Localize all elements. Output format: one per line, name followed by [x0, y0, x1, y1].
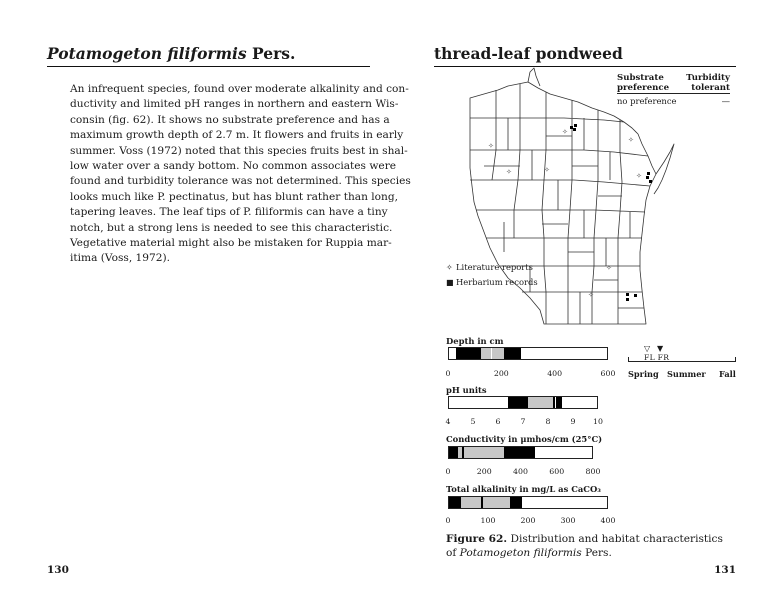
conductivity-range-segment: [449, 447, 458, 458]
page-number-left: 130: [47, 564, 69, 576]
alkalinity-axis: [445, 516, 616, 526]
county-lines: [470, 84, 650, 324]
season-summer: Summer: [667, 369, 706, 379]
alkalinity-tick: 400: [600, 516, 616, 525]
figure-caption: [446, 532, 736, 560]
season-spring: Spring: [628, 369, 659, 379]
page-number-right: 131: [714, 564, 736, 576]
herbarium-record-dot: [634, 294, 637, 297]
depth-tick: 400: [547, 369, 563, 378]
caption-text: Distribution and habitat characteristics of: [446, 533, 723, 560]
depth-range-segment: [481, 348, 504, 359]
conductivity-tick: 200: [476, 467, 492, 476]
flowering-marker-icon: ▽: [644, 344, 651, 353]
alkalinity-range-segment: [510, 497, 522, 508]
depth-median-mark: [491, 348, 492, 359]
herbarium-record-dot: [574, 124, 577, 127]
turbidity-header: Turbidity tolerant: [686, 73, 730, 93]
ph-tick: 8: [545, 417, 551, 426]
legend-herbarium: [446, 277, 538, 287]
depth-tick: 600: [600, 369, 616, 378]
depth-label: Depth in cm: [446, 336, 504, 346]
alkalinity-range-segment: [449, 497, 461, 508]
herbarium-square-icon: ■: [446, 277, 454, 287]
common-name-title: thread-leaf pondweed: [434, 44, 623, 63]
ph-tick: 4: [445, 417, 451, 426]
door-peninsula: [654, 144, 674, 194]
figure-number: Figure 62.: [446, 533, 508, 545]
literature-report-mark: ✧: [544, 166, 550, 174]
conductivity-tick: 600: [549, 467, 565, 476]
species-author: Pers.: [252, 44, 296, 63]
season-axis-tick: [735, 357, 736, 362]
alkalinity-tick: 0: [445, 516, 451, 525]
alkalinity-tick: 300: [560, 516, 576, 525]
ph-label: pH units: [446, 385, 487, 395]
ph-bar: [448, 396, 598, 409]
substrate-header: Substrate preference: [617, 73, 670, 93]
ph-tick: 10: [593, 417, 603, 426]
literature-report-mark: ✧: [506, 168, 512, 176]
description-line: notch, but a strong lens is needed to see this characteristic.: [70, 221, 393, 234]
depth-tick: 200: [493, 369, 509, 378]
herbarium-record-dot: [573, 128, 576, 131]
ph-tick: 5: [470, 417, 476, 426]
description-line: consin (fig. 62). It shows no substrate preference and has a: [70, 113, 390, 126]
alkalinity-tick: 100: [480, 516, 496, 525]
literature-report-mark: ✧: [628, 136, 634, 144]
description-line: looks much like P. pectinatus, but has blunt rather than long,: [70, 190, 399, 203]
conductivity-median-mark: [462, 447, 463, 458]
conductivity-tick: 0: [445, 467, 451, 476]
herbarium-record-dot: [649, 180, 652, 183]
alkalinity-bar: [448, 496, 608, 509]
legend-literature: [446, 262, 533, 272]
turbidity-value: —: [721, 96, 730, 106]
depth-range-segment: [504, 348, 522, 359]
alkalinity-range-segment: [461, 497, 510, 508]
description-line: found and turbidity tolerance was not determined. This species: [70, 175, 411, 188]
description-line: tapering leaves. The leaf tips of P. filiformis can have a tiny: [70, 206, 388, 219]
description-line: An infrequent species, found over moderate alkalinity and con-: [70, 83, 409, 95]
fruiting-marker-icon: ▼: [657, 344, 664, 353]
ph-tick: 9: [570, 417, 576, 426]
ph-tick: 7: [520, 417, 526, 426]
herbarium-record-dot: [626, 298, 629, 301]
herbarium-record-dot: [570, 126, 573, 129]
description-line: summer. Voss (1972) noted that this species fruits best in shal-: [70, 144, 408, 157]
ph-range-segment: [528, 397, 553, 408]
caption-tail: Pers.: [581, 547, 612, 560]
literature-report-mark: ✧: [636, 172, 642, 180]
season-fall: Fall: [719, 369, 736, 379]
description-line: low water over a sandy bottom. No common associates were: [70, 159, 397, 172]
conductivity-range-segment: [458, 447, 504, 458]
conductivity-tick: 400: [513, 467, 528, 476]
ph-axis: [445, 417, 603, 427]
species-name: Potamogeton filiformis: [47, 44, 247, 63]
literature-report-mark: ✧: [562, 128, 568, 136]
depth-axis: [445, 369, 616, 379]
substrate-value: no preference: [617, 96, 677, 106]
literature-report-mark: ✧: [606, 264, 612, 272]
title-rule: [47, 66, 370, 67]
herbarium-record-dot: [647, 172, 650, 175]
alkalinity-label: Total alkalinity in mg/L as CaCO₃: [446, 484, 601, 494]
conductivity-tick: 800: [585, 467, 601, 476]
conductivity-axis: [445, 467, 601, 477]
wisconsin-map: [464, 62, 694, 330]
depth-tick: 0: [445, 369, 451, 378]
species-description: [70, 82, 411, 267]
ph-median-mark: [555, 397, 556, 408]
species-title: [47, 44, 295, 63]
depth-bar: [448, 347, 608, 360]
conductivity-bar: [448, 446, 593, 459]
description-line: Vegetative material might also be mistaken for Ruppia mar-: [70, 236, 392, 249]
literature-report-mark: ✧: [488, 142, 494, 150]
herbarium-record-dot: [626, 293, 629, 296]
ph-range-segment: [508, 397, 528, 408]
description-line: itima (Voss, 1972).: [70, 252, 171, 265]
herbarium-record-dot: [646, 176, 649, 179]
legend-herbarium-label: Herbarium records: [456, 277, 538, 287]
ph-tick: 6: [495, 417, 501, 426]
right-page: [388, 0, 776, 600]
season-axis-tick: [628, 357, 629, 362]
alkalinity-median-mark: [481, 497, 482, 508]
literature-star-icon: ✧: [446, 262, 453, 272]
flower-fruit-label: FL FR: [644, 353, 670, 362]
alkalinity-tick: 200: [520, 516, 536, 525]
literature-report-mark: ✧: [588, 291, 594, 299]
legend-literature-label: Literature reports: [456, 262, 533, 272]
depth-range-segment: [456, 348, 481, 359]
description-line: maximum growth depth of 2.7 m. It flowers and fruits in early: [70, 129, 404, 142]
conductivity-label: Conductivity in μmhos/cm (25°C): [446, 434, 603, 444]
conductivity-range-segment: [504, 447, 535, 458]
season-axis: [628, 361, 736, 362]
description-line: ductivity and limited pH ranges in northern and eastern Wis-: [70, 98, 399, 111]
ph-range-segment: [553, 397, 563, 408]
caption-species: Potamogeton filiformis: [459, 547, 582, 560]
